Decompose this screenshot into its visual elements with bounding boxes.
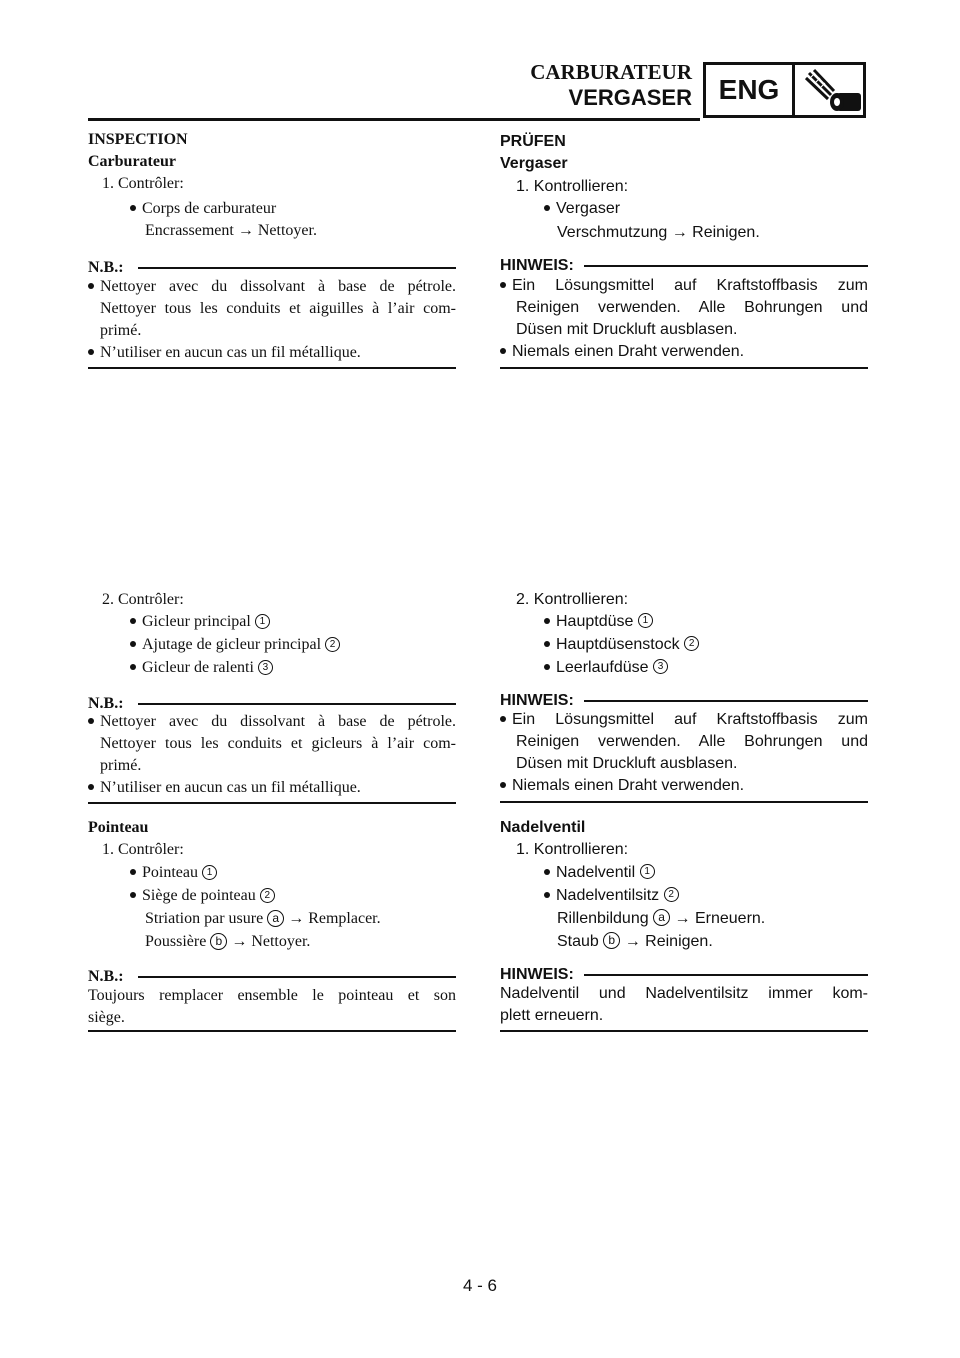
note-rule	[584, 974, 868, 976]
note-text: siège.	[88, 1009, 125, 1026]
list-item: Pointeau 1	[130, 862, 217, 884]
note-rule	[138, 976, 456, 978]
list-item: Siège de pointeau 2	[130, 885, 275, 907]
french-column	[88, 0, 456, 1100]
bullet-icon	[500, 782, 506, 788]
bullet-icon	[544, 205, 550, 211]
bullet-icon	[500, 348, 506, 354]
header-title-fr: CARBURATEUR	[530, 60, 692, 84]
step-label: 1. Contrôler:	[102, 841, 184, 858]
bullet-icon	[130, 641, 136, 647]
list-item: Corps de carburateur	[130, 198, 276, 220]
note-text: plett erneuern.	[500, 1007, 604, 1024]
bullet-icon	[88, 349, 94, 355]
note-text: Reinigen verwenden. Alle Bohrungen und	[516, 733, 868, 750]
note-end-rule	[88, 802, 456, 804]
callout-3: 3	[258, 660, 273, 675]
callout-1: 1	[640, 864, 655, 879]
callout-2: 2	[684, 636, 699, 651]
note-header: N.B.:	[88, 257, 456, 279]
step-label: 1. Contrôler:	[102, 175, 184, 192]
note-rule	[584, 265, 868, 267]
step-label: 1. Kontrollieren:	[516, 178, 629, 195]
note-end-rule	[500, 801, 868, 803]
note-rule	[138, 267, 456, 269]
list-item: Nadelventilsitz 2	[544, 885, 679, 907]
callout-a: a	[267, 910, 284, 927]
step-label: 2. Kontrollieren:	[516, 591, 629, 608]
callout-2: 2	[664, 887, 679, 902]
step-label: 1. Kontrollieren:	[516, 841, 629, 858]
list-item-detail: Rillenbildung a → Erneuern.	[557, 910, 766, 927]
subsection-title: Nadelventil	[500, 819, 586, 836]
header-title-de: VERGASER	[568, 85, 692, 110]
callout-2: 2	[325, 637, 340, 652]
note-end-rule	[88, 367, 456, 369]
bullet-icon	[130, 664, 136, 670]
bullet-icon	[544, 618, 550, 624]
list-item-detail: Striation par usure a → Remplacer.	[145, 910, 381, 927]
bullet-icon	[88, 784, 94, 790]
subsection-title: Vergaser	[500, 155, 568, 172]
note-text: Ein Lösungsmittel auf Kraftstoffbasis zum	[500, 275, 868, 297]
bullet-icon	[130, 869, 136, 875]
note-text: Nettoyer tous les conduits et aiguilles à l’air com-	[100, 300, 456, 317]
note-text: Niemals einen Draht verwenden.	[500, 775, 744, 797]
list-item: Leerlaufdüse 3	[544, 657, 668, 679]
bullet-icon	[130, 618, 136, 624]
step-label: 2. Contrôler:	[102, 591, 184, 608]
section-title: INSPECTION	[88, 131, 188, 148]
callout-3: 3	[653, 659, 668, 674]
note-text: Nettoyer avec du dissolvant à base de pétrole.	[88, 276, 456, 298]
note-text: Toujours remplacer ensemble le pointeau et son	[88, 987, 456, 1004]
note-text: Nadelventil und Nadelventilsitz immer kom-	[500, 985, 868, 1002]
page-number: 4 - 6	[462, 1276, 498, 1295]
callout-2: 2	[260, 888, 275, 903]
note-end-rule	[500, 367, 868, 369]
bullet-icon	[88, 718, 94, 724]
list-item-detail: Verschmutzung → Reinigen.	[557, 224, 760, 241]
bullet-icon	[130, 892, 136, 898]
note-text: N’utiliser en aucun cas un fil métallique.	[88, 777, 361, 799]
note-header: N.B.:	[88, 966, 456, 988]
list-item: Gicleur principal 1	[130, 611, 270, 633]
note-end-rule	[88, 1030, 456, 1032]
note-text: Ein Lösungsmittel auf Kraftstoffbasis zum	[500, 709, 868, 731]
note-header: HINWEIS:	[500, 964, 868, 986]
note-rule	[138, 703, 456, 705]
note-text: Düsen mit Druckluft ausblasen.	[516, 321, 738, 338]
bullet-icon	[500, 716, 506, 722]
note-rule	[584, 700, 868, 702]
list-item: Hauptdüse 1	[544, 611, 653, 633]
list-item: Nadelventil 1	[544, 862, 655, 884]
note-text: Nettoyer tous les conduits et gicleurs à l’air com-	[100, 735, 456, 752]
note-end-rule	[500, 1030, 868, 1032]
callout-1: 1	[202, 865, 217, 880]
list-item: Vergaser	[544, 198, 620, 220]
list-item: Gicleur de ralenti 3	[130, 657, 273, 679]
note-text: primé.	[100, 757, 142, 774]
list-item-detail: Staub b → Reinigen.	[557, 933, 713, 950]
callout-1: 1	[638, 613, 653, 628]
german-column	[500, 0, 868, 1100]
bullet-icon	[130, 205, 136, 211]
note-text: Düsen mit Druckluft ausblasen.	[516, 755, 738, 772]
list-item: Ajutage de gicleur principal 2	[130, 634, 340, 656]
note-header: N.B.:	[88, 693, 456, 715]
note-text: Niemals einen Draht verwenden.	[500, 341, 744, 363]
bullet-icon	[88, 283, 94, 289]
bullet-icon	[544, 664, 550, 670]
callout-1: 1	[255, 614, 270, 629]
subsection-title: Pointeau	[88, 819, 149, 836]
bullet-icon	[500, 282, 506, 288]
note-text: Nettoyer avec du dissolvant à base de pétrole.	[88, 711, 456, 733]
list-item: Hauptdüsenstock 2	[544, 634, 699, 656]
callout-b: b	[603, 932, 620, 949]
badge-label: ENG	[718, 74, 780, 105]
callout-a: a	[653, 909, 670, 926]
callout-b: b	[210, 933, 227, 950]
bullet-icon	[544, 892, 550, 898]
bullet-icon	[544, 641, 550, 647]
note-header: HINWEIS:	[500, 255, 868, 277]
subsection-title: Carburateur	[88, 153, 176, 170]
note-text: N’utiliser en aucun cas un fil métallique.	[88, 342, 361, 364]
note-text: Reinigen verwenden. Alle Bohrungen und	[516, 299, 868, 316]
note-text: primé.	[100, 322, 142, 339]
list-item-detail: Encrassement → Nettoyer.	[145, 222, 317, 239]
bullet-icon	[544, 869, 550, 875]
note-header: HINWEIS:	[500, 690, 868, 712]
list-item-detail: Poussière b → Nettoyer.	[145, 933, 311, 950]
section-title: PRÜFEN	[500, 133, 566, 150]
